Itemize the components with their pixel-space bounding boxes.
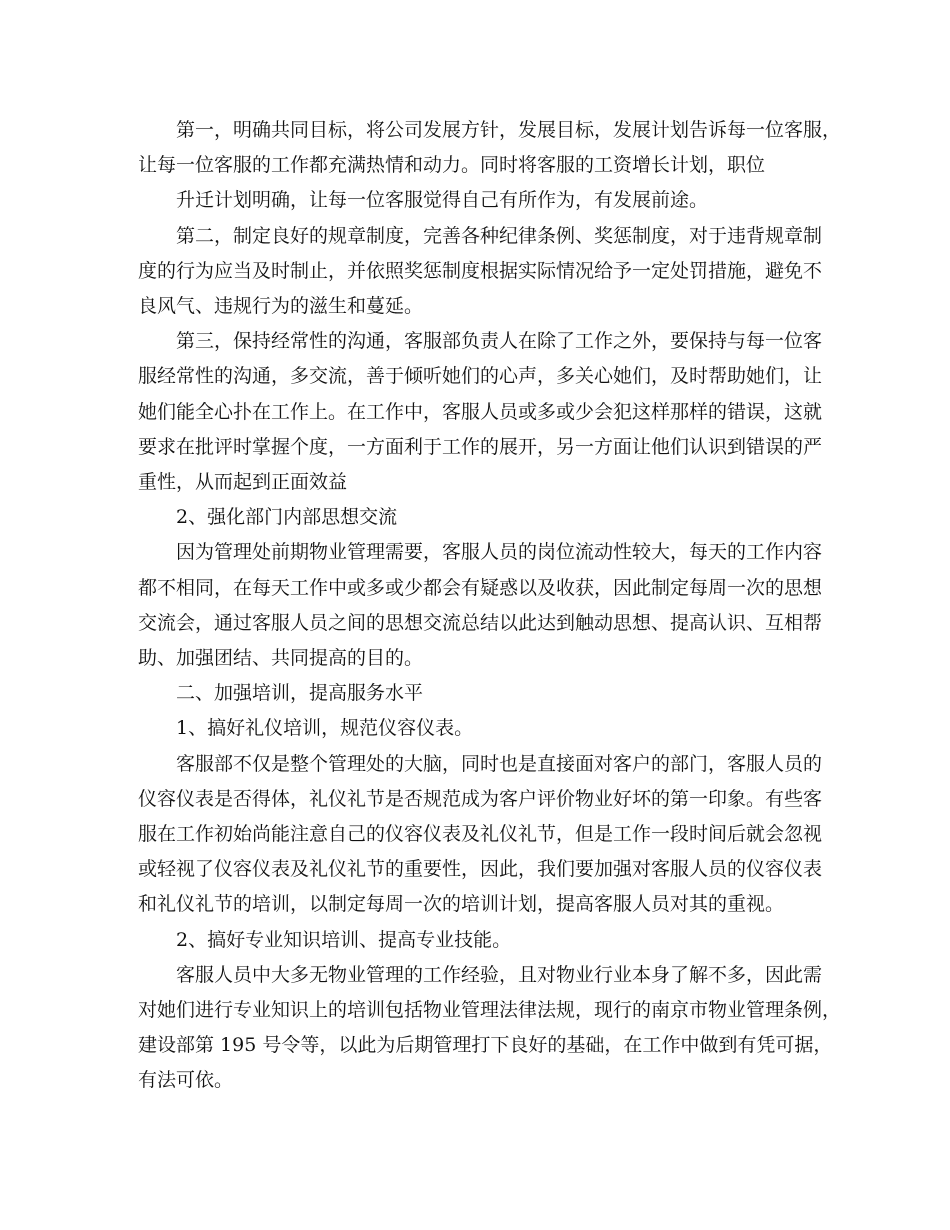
text-line: 度的行为应当及时制止，并依照奖惩制度根据实际情况给予一定处罚措施，避免不 [138, 259, 823, 282]
text-line: 第二，制定良好的规章制度，完善各种纪律条例、奖惩制度，对于违背规章制 [176, 224, 823, 247]
text-line: 对她们进行专业知识上的培训包括物业管理法律法规，现行的南京市物业管理条例， [138, 999, 842, 1022]
text-line: 和礼仪礼节的培训，以制定每周一次的培训计划，提高客服人员对其的重视。 [138, 893, 785, 916]
text-line: 升迁计划明确，让每一位客服觉得自己有所作为，有发展前途。 [176, 189, 709, 212]
text-line: 良风气、违规行为的滋生和蔓延。 [138, 295, 424, 318]
section-heading: 二、加强培训，提高服务水平 [176, 682, 424, 705]
text-line: 仪容仪表是否得体，礼仪礼节是否规范成为客户评价物业好坏的第一印象。有些客 [138, 787, 823, 810]
text-line: 或轻视了仪容仪表及礼仪礼节的重要性，因此，我们要加强对客服人员的仪容仪表 [138, 858, 823, 881]
text-line: 第一，明确共同目标，将公司发展方针，发展目标，发展计划告诉每一位客服， [176, 119, 842, 141]
text-line: 让每一位客服的工作都充满热情和动力。同时将客服的工资增长计划，职位 [138, 154, 766, 177]
section-heading: 2、搞好专业知识培训、提高专业技能。 [176, 928, 512, 951]
text-line: 她们能全心扑在工作上。在工作中，客服人员或多或少会犯这样那样的错误，这就 [138, 400, 823, 423]
section-heading: 1、搞好礼仪培训，规范仪容仪表。 [176, 717, 474, 740]
text-line: 都不相同，在每天工作中或多或少都会有疑惑以及收获，因此制定每周一次的思想 [138, 576, 823, 599]
section-heading: 2、强化部门内部思想交流 [176, 506, 398, 529]
text-line: 服经常性的沟通，多交流，善于倾听她们的心声，多关心她们，及时帮助她们，让 [138, 365, 823, 388]
text-line: 第三，保持经常性的沟通，客服部负责人在除了工作之外，要保持与每一位客 [176, 330, 823, 353]
text-line: 交流会，通过客服人员之间的思想交流总结以此达到触动思想、提高认识、互相帮 [138, 611, 823, 634]
text-line: 重性，从而起到正面效益 [138, 471, 348, 494]
text-line: 助、加强团结、共同提高的目的。 [138, 647, 424, 670]
text-line: 客服部不仅是整个管理处的大脑，同时也是直接面对客户的部门，客服人员的 [176, 752, 823, 775]
document-body [138, 113, 842, 1099]
text-line: 建设部第 195 号令等，以此为后期管理打下良好的基础，在工作中做到有凭可据， [138, 1034, 833, 1057]
text-line: 因为管理处前期物业管理需要，客服人员的岗位流动性较大，每天的工作内容 [176, 541, 823, 564]
text-line: 要求在批评时掌握个度，一方面利于工作的展开，另一方面让他们认识到错误的严 [138, 435, 823, 458]
text-line: 服在工作初始尚能注意自己的仪容仪表及礼仪礼节，但是工作一段时间后就会忽视 [138, 823, 823, 846]
text-line: 客服人员中大多无物业管理的工作经验，且对物业行业本身了解不多，因此需 [176, 963, 823, 986]
text-line: 有法可依。 [138, 1069, 234, 1092]
